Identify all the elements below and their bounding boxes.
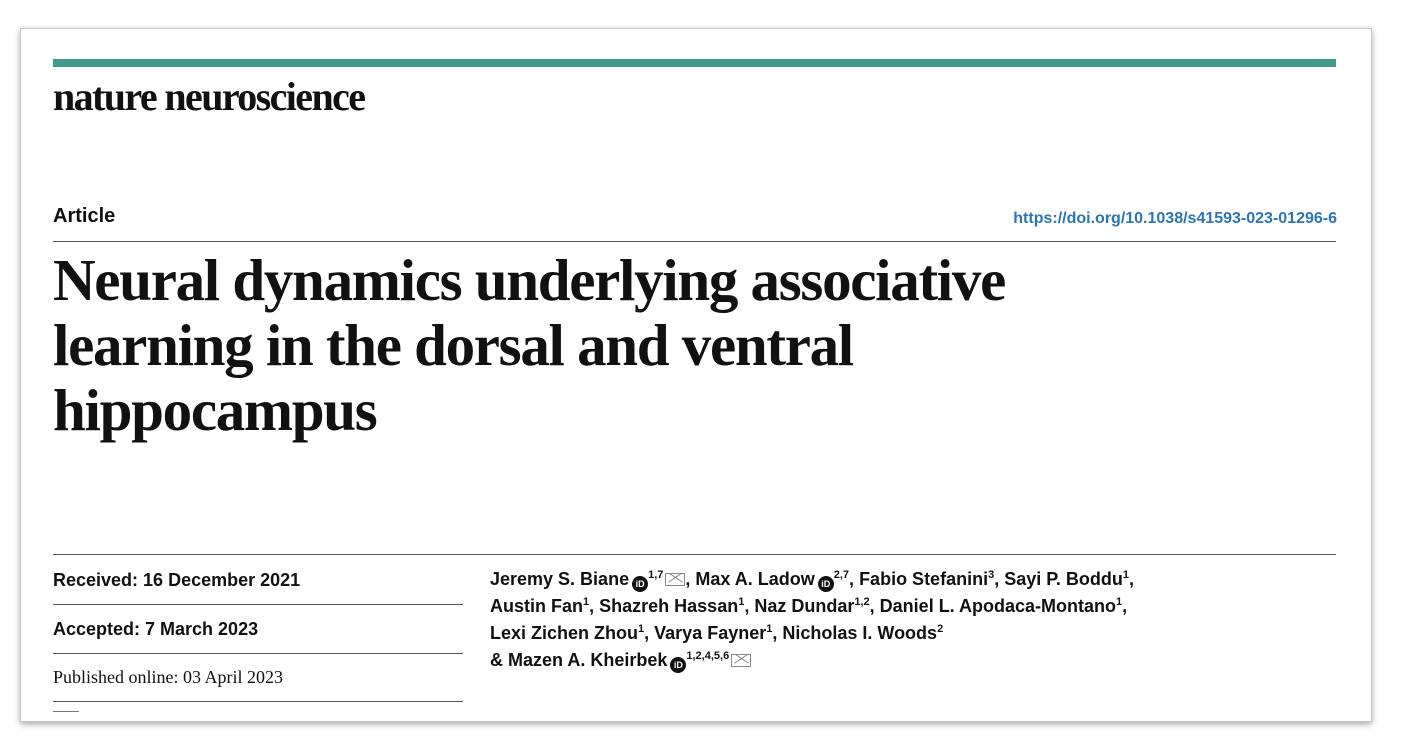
date-divider [53, 701, 463, 702]
author-entry [782, 623, 943, 643]
affiliation-superscript: 1 [738, 596, 745, 608]
author-entry [490, 596, 589, 616]
author-name[interactable]: Max A. Ladow [695, 569, 815, 589]
author-entry [880, 596, 1122, 616]
affiliation-superscript: 1 [1122, 569, 1130, 581]
orcid-icon[interactable]: iD [632, 576, 648, 592]
title-line: Neural dynamics underlying associative [53, 247, 1005, 313]
affiliation-superscript: 1,2 [854, 596, 870, 608]
affiliation-superscript: 1 [638, 623, 645, 635]
affiliation-superscript: 2 [937, 623, 944, 635]
author-entry [695, 569, 849, 589]
accepted-date: Accepted: 7 March 2023 [53, 619, 259, 639]
affiliation-superscript: 3 [988, 569, 995, 581]
author-name[interactable]: Fabio Stefanini [859, 569, 989, 589]
author-name[interactable]: Austin Fan [490, 596, 583, 616]
affiliation-superscript: 1 [766, 623, 773, 635]
short-divider [53, 711, 79, 712]
journal-accent-bar [53, 59, 1336, 67]
author-entry [490, 650, 751, 670]
title-line: hippocampus [53, 377, 377, 443]
author-name[interactable]: Nicholas I. Woods [782, 623, 938, 643]
orcid-icon[interactable]: iD [818, 576, 834, 592]
affiliation-superscript: 1 [583, 596, 590, 608]
mail-icon[interactable] [731, 654, 751, 667]
mail-icon[interactable] [665, 573, 685, 586]
author-name[interactable]: Daniel L. Apodaca-Montano [879, 596, 1117, 616]
article-title [53, 248, 1333, 443]
received-date: Received: 16 December 2021 [53, 570, 301, 590]
affiliation-superscript: 1,2,4,5,6 [686, 650, 730, 662]
affiliation-superscript: 1 [1116, 596, 1123, 608]
article-page [20, 28, 1372, 722]
author-name[interactable]: Shazreh Hassan [599, 596, 739, 616]
author-entry [859, 569, 994, 589]
date-divider [53, 604, 463, 605]
author-name[interactable]: Naz Dundar [754, 596, 855, 616]
affiliation-superscript: 1,7 [648, 569, 664, 581]
author-entry [599, 596, 744, 616]
author-list: Jeremy S. Biane iD$^{1,7}$ , Max A. Ladow iD$^{2,7}$, Fabio Stefanini$^3$, Sayi P. Boddu$^1$, Austin Fan$^1$, Shazreh Hassan$^1$, Naz Dundar$^{1,2}$, Daniel L. Apodaca-Montano$^1$, Lexi Zichen Zhou$^1$, Varya Fayner$^1$, Nicholas I. Woods$^2$ & Mazen A. Kheirbek iD$^{1,2,4,5,6}$ [490, 566, 1336, 674]
author-entry [754, 596, 869, 616]
orcid-icon[interactable]: iD [670, 657, 686, 673]
author-name[interactable]: Jeremy S. Biane [490, 569, 630, 589]
journal-name: nature neuroscience [53, 74, 365, 119]
published-date: Published online: 03 April 2023 [53, 667, 284, 687]
author-name[interactable]: Lexi Zichen Zhou [490, 623, 639, 643]
meta-divider [53, 554, 1336, 555]
doi-link[interactable]: https://doi.org/10.1038/s41593-023-01296-6 [1013, 210, 1337, 227]
title-line: learning in the dorsal and ventral [53, 312, 853, 378]
author-entry [654, 623, 772, 643]
author-entry [1004, 569, 1129, 589]
author-name[interactable]: Sayi P. Boddu [1004, 569, 1123, 589]
author-name[interactable]: & Mazen A. Kheirbek [490, 650, 668, 670]
author-name[interactable]: Varya Fayner [654, 623, 767, 643]
author-entry [490, 623, 644, 643]
affiliation-superscript: 2,7 [833, 569, 850, 581]
title-divider [53, 241, 1336, 242]
article-type-label: Article [53, 205, 116, 227]
date-divider [53, 653, 463, 654]
author-entry [490, 569, 685, 589]
